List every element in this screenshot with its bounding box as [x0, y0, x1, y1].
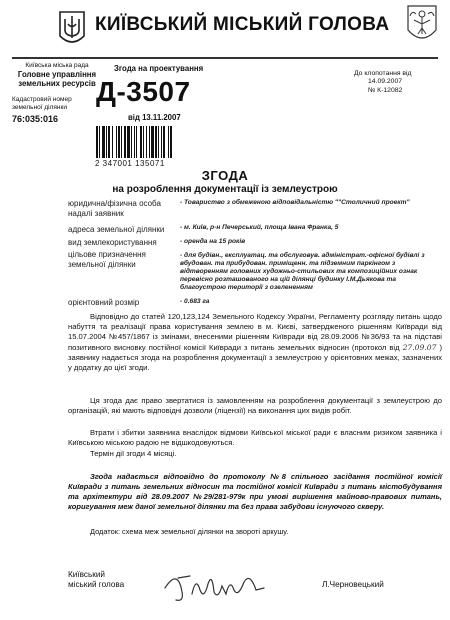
org-line-1: Київська міська рада: [25, 62, 89, 69]
petition-date: 14.09.2007: [368, 78, 403, 86]
document-number: Д-3507: [96, 76, 191, 107]
field-value-applicant: - Товариство з обмеженою відповідальністю ""Столичний проект": [180, 199, 410, 206]
field-value-usage-type: - оренда на 15 років: [180, 238, 246, 245]
body-paragraph-conditions: Згода надається відповідно до протоколу №8 спільного засідання постійної комісії Київради з питань земельних відносин та постійної комісії Київради з питань містобудування та архітектури від 28.09.2007 №29/281-979к при умові вирішення майново-правових питань, коригування меж даної земельної ділянки та без права забудови існуючого скверу.: [68, 472, 442, 511]
document-subtitle: на розроблення документації із землеустрою: [112, 184, 338, 195]
petition-label: До клопотання від: [354, 70, 412, 77]
kyiv-coat-of-arms-icon: [404, 4, 440, 51]
header-divider: [12, 57, 438, 59]
document-date: від 13.11.2007: [128, 113, 181, 122]
field-label-applicant: юридична/фізична особа надалі заявник: [68, 199, 161, 218]
field-value-purpose: - для будівн., експлуатац. та обслуговув. адміністрат.-офісної будівлі з вбудован. та прибудован. приміщенн. та підземним паркінгом з відтворенням головних художньо-стильових та композиційних ознак перевісно розташованого на цій ділянці будинку І.М.Дьякова та благоустрою території з озелененням: [180, 252, 425, 291]
body-paragraph-rights: Ця згода дає право звертатися із замовленням на розроблення документації з землеустрою до організацій, які мають відповідні дозволи (ліцензії) на виконання цих видів робіт.: [68, 396, 442, 416]
header-title: КИЇВСЬКИЙ МІСЬКИЙ ГОЛОВА: [95, 14, 390, 35]
field-label-usage-type: вид землекористування: [68, 238, 157, 247]
signatory-name: Л.Черновецький: [322, 580, 384, 589]
petition-number: № К-12082: [368, 86, 403, 94]
body-paragraph-legal-basis: [68, 312, 442, 373]
appendix-note: Додаток: схема меж земельної ділянки на звороті аркушу.: [90, 527, 289, 536]
signatory-role-line-2: міський голова: [68, 580, 125, 589]
signatory-role-line-1: Київський: [68, 570, 105, 579]
document-title: ЗГОДА: [201, 168, 249, 183]
field-value-address: - м. Київ, р-н Печерський, площа Івана Франка, 5: [180, 224, 339, 231]
field-value-size: - 0.683 га: [180, 298, 210, 305]
cadastre-number: 76:035:016: [12, 114, 59, 124]
org-line-3: земельних ресурсів: [18, 78, 96, 88]
issuing-organization: [12, 62, 102, 88]
legal-basis-text: Відповідно до статей 120,123,124 Земельного Кодексу України, Регламенту розгляду питань щодо набуття та реалізації права користування землею в м. Києві, затвердженого рішенням Київради від 15.07.2004 №457/1867 із змінами, внесеними рішенням Київради від 28.09.2006 №36/93 та на підставі позитивного висновку постійної комісії Київради з питань земельних відносин (протокол від: [68, 312, 442, 352]
petition-reference: [354, 70, 440, 95]
approval-note: Згода на проектування: [114, 64, 204, 73]
handwritten-signature: [160, 560, 270, 610]
ukraine-emblem-icon: [58, 10, 86, 53]
barcode-icon: [95, 126, 207, 158]
org-line-2: Головне управління: [17, 69, 97, 79]
field-label-address: адреса земельної ділянки: [68, 225, 165, 234]
field-label-size: орієнтовний розмір: [68, 298, 140, 307]
legal-basis-text-end: ) заявнику надається згода на розроблення документації з землеустрою у орієнтовних межах, зазначених у додатку до цієї згоди.: [68, 342, 442, 373]
body-paragraph-risk: Втрати і збитки заявника внаслідок відмови Київської міської ради є власним ризиком заявника і Київською міською радою не відшкодовуються.: [68, 428, 442, 448]
field-label-purpose: цільове призначення земельної ділянки: [68, 250, 146, 269]
body-paragraph-term: Термін дії згоди 4 місяці.: [90, 449, 177, 458]
cadastre-label: Кадастровий номер земельної ділянки: [12, 96, 72, 111]
signatory-role: [68, 570, 124, 590]
barcode-number: 2 347001 135071: [95, 159, 165, 168]
handwritten-protocol-date: 27.09.07: [402, 342, 437, 352]
